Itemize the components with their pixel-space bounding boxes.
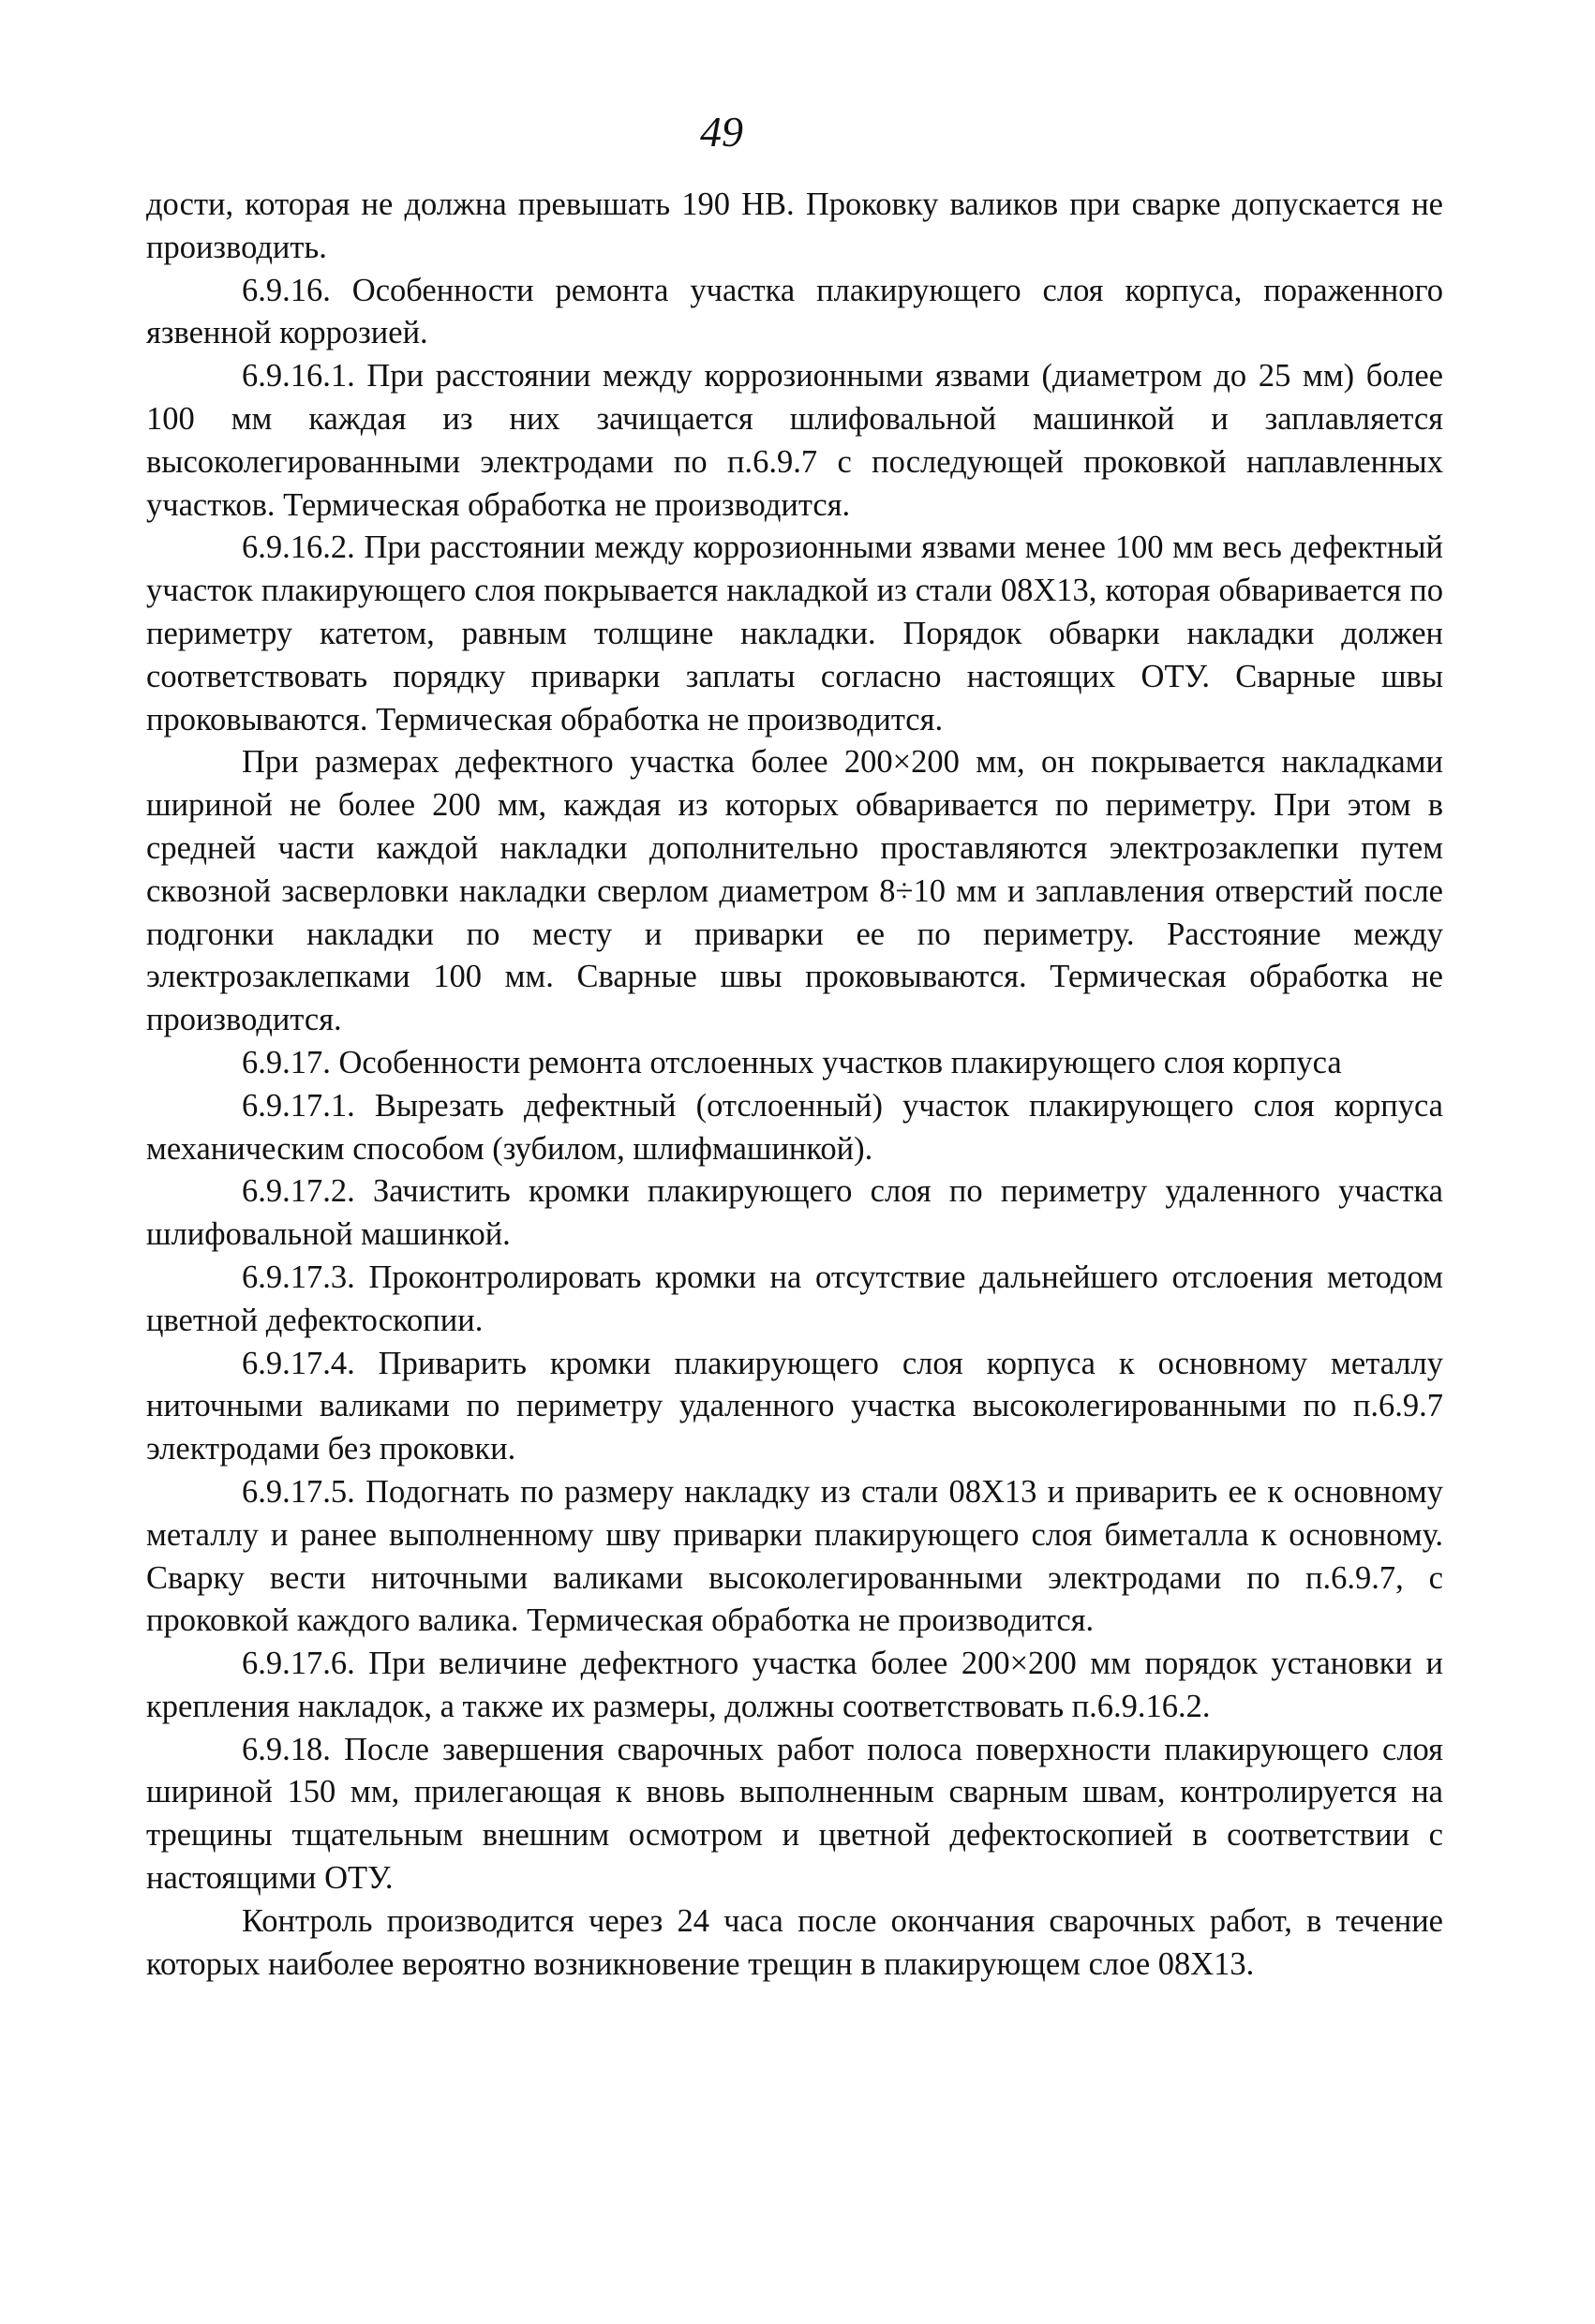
paragraph-continuation: дости, которая не должна превышать 190 НВ. Проковку валиков при сварке допускается не производить. xyxy=(146,186,1443,265)
paragraph-6-9-18: 6.9.18. После завершения сварочных работ полоса поверхности плакирующего слоя шириной 150 мм, прилегающая к вновь выполненным сварным швам, контролируется на трещины тщательным внешним осмотром и цветной дефектоскопией в соответствии с настоящими ОТУ. xyxy=(146,1731,1443,1897)
paragraph-6-9-17-3: 6.9.17.3. Проконтролировать кромки на отсутствие дальнейшего отслоения методом цветной дефектоскопии. xyxy=(146,1259,1443,1338)
paragraph-6-9-17: 6.9.17. Особенности ремонта отслоенных участков плакирующего слоя корпуса xyxy=(242,1044,1342,1080)
paragraph-6-9-17-6: 6.9.17.6. При величине дефектного участка более 200×200 мм порядок установки и крепления накладок, а также их размеры, должны соответствовать п.6.9.16.2. xyxy=(146,1646,1443,1724)
paragraph-6-9-17-4: 6.9.17.4. Приварить кромки плакирующего слоя корпуса к основному металлу ниточными валиками по периметру удаленного участка высоколегированными по п.6.9.7 электродами без проковки. xyxy=(146,1345,1443,1467)
paragraph-6-9-17-1: 6.9.17.1. Вырезать дефектный (отслоенный) участок плакирующего слоя корпуса механическим способом (зубилом, шлифмашинкой). xyxy=(146,1087,1443,1167)
paragraph-6-9-16-2: 6.9.16.2. При расстоянии между коррозионными язвами менее 100 мм весь дефектный участок плакирующего слоя покрывается накладкой из стали 08Х13, которая обваривается по периметру катетом, равным толщине накладки. Порядок обварки накладки должен соответствовать порядку приварки заплаты согласно настоящих ОТУ. Сварные швы проковываются. Термическая обработка не производится. xyxy=(146,529,1443,737)
paragraph-6-9-16-1: 6.9.16.1. При расстоянии между коррозионными язвами (диаметром до 25 мм) более 100 мм каждая из них зачищается шлифовальной машинкой и заплавляется высоколегированными электродами по п.6.9.7 с последующей проковкой наплавленных участков. Термическая обработка не производится. xyxy=(146,358,1443,523)
page-number: 49 xyxy=(700,108,743,156)
paragraph-6-9-16: 6.9.16. Особенности ремонта участка плакирующего слоя корпуса, пораженного язвенной коррозией. xyxy=(146,272,1443,351)
document-body xyxy=(146,184,1443,1986)
paragraph-6-9-17-5: 6.9.17.5. Подогнать по размеру накладку из стали 08Х13 и приварить ее к основному металлу и ранее выполненному шву приварки плакирующего слоя биметалла к основному. Сварку вести ниточными валиками высоколегированными электродами по п.6.9.7, с проковкой каждого валика. Термическая обработка не производится. xyxy=(146,1473,1443,1639)
paragraph-control: Контроль производится через 24 часа после окончания сварочных работ, в течение которых наиболее вероятно возникновение трещин в плакирующем слое 08Х13. xyxy=(146,1902,1443,1982)
paragraph-defect-size: При размерах дефектного участка более 200×200 мм, он покрывается накладками шириной не более 200 мм, каждая из которых обваривается по периметру. При этом в средней части каждой накладки дополнительно проставляются электрозаклепки путем сквозной засверловки накладки сверлом диаметром 8÷10 мм и заплавления отверстий после подгонки накладки по месту и приварки ее по периметру. Расстояние между электрозаклепками 100 мм. Сварные швы проковываются. Термическая обработка не производится. xyxy=(146,744,1443,1038)
paragraph-6-9-17-2: 6.9.17.2. Зачистить кромки плакирующего слоя по периметру удаленного участка шлифовальной машинкой. xyxy=(146,1173,1443,1253)
